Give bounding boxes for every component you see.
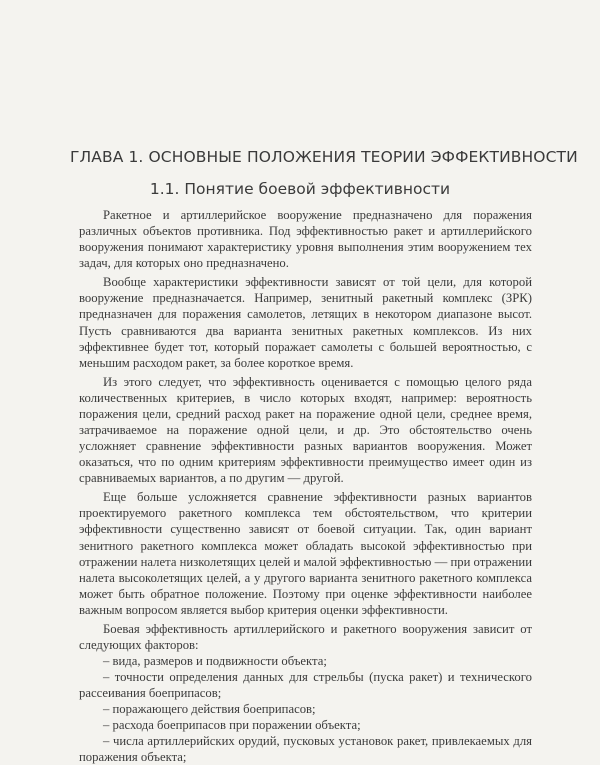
paragraph: Боевая эффективность артиллерийского и ракетного вооружения зависит от следующих факторов:: [79, 621, 532, 652]
section-title: 1.1. Понятие боевой эффективности: [149, 180, 451, 198]
paragraph: Из этого следует, что эффективность оценивается с помощью целого ряда количественных критериев, в число которых входят, например: вероятность поражения цели, средний расход ракет на поражение одной цели, среднее время, затрачиваемое на поражение одной цели, и др. Это обстоятельство очень усложняет сравнение эффективности разных вариантов вооружения. Может оказаться, что по одним критериям эффективности преимущество имеет один из сравниваемых вариантов, а по другим — другой.: [79, 374, 532, 486]
list-item: – числа артиллерийских орудий, пусковых установок ракет, привлекаемых для поражения объекта;: [79, 734, 532, 765]
paragraph: Еще больше усложняется сравнение эффективности разных вариантов проектируемого ракетного комплекса тем обстоятельством, что критерии эффективности существенно зависят от боевой ситуации. Так, один вариант зенитного ракетного комплекса может обладать высокой эффективностью при отражении налета низколетящих целей и малой эффективностью — при отражении налета высоколетящих целей, а у другого варианта зенитного ракетного комплекса может быть обратное положение. Поэтому при оценке эффективности наиболее важным вопросом является выбор критерия оценки эффективности.: [79, 490, 532, 617]
list-item: – вида, размеров и подвижности объекта;: [103, 654, 327, 669]
paragraph: Ракетное и артиллерийское вооружение предназначено для поражения различных объектов противника. Под эффективностью ракет и артиллерийского вооружения понимают характеристику уровня выполнения этим вооружением тех задач, для которых оно предназначено.: [79, 208, 532, 271]
list-item: – поражающего действия боеприпасов;: [103, 702, 316, 717]
list-item: – точности определения данных для стрельбы (пуска ракет) и технического рассеивания боеприпасов;: [79, 670, 532, 701]
paragraph: Вообще характеристики эффективности зависят от той цели, для которой вооружение предназначается. Например, зенитный ракетный комплекс (ЗРК) предназначен для поражения самолетов, летящих в некотором диапазоне высот. Пусть сравниваются два варианта зенитных ракетных комплексов. Из них эффективнее будет тот, который поражает самолеты с большей вероятностью, с меньшим расходом ракет, за более короткое время.: [79, 275, 532, 370]
chapter-title: ГЛАВА 1. ОСНОВНЫЕ ПОЛОЖЕНИЯ ТЕОРИИ ЭФФЕКТИВНОСТИ: [70, 148, 578, 166]
list-item: – расхода боеприпасов при поражении объекта;: [103, 718, 361, 733]
body-text: [79, 207, 532, 765]
